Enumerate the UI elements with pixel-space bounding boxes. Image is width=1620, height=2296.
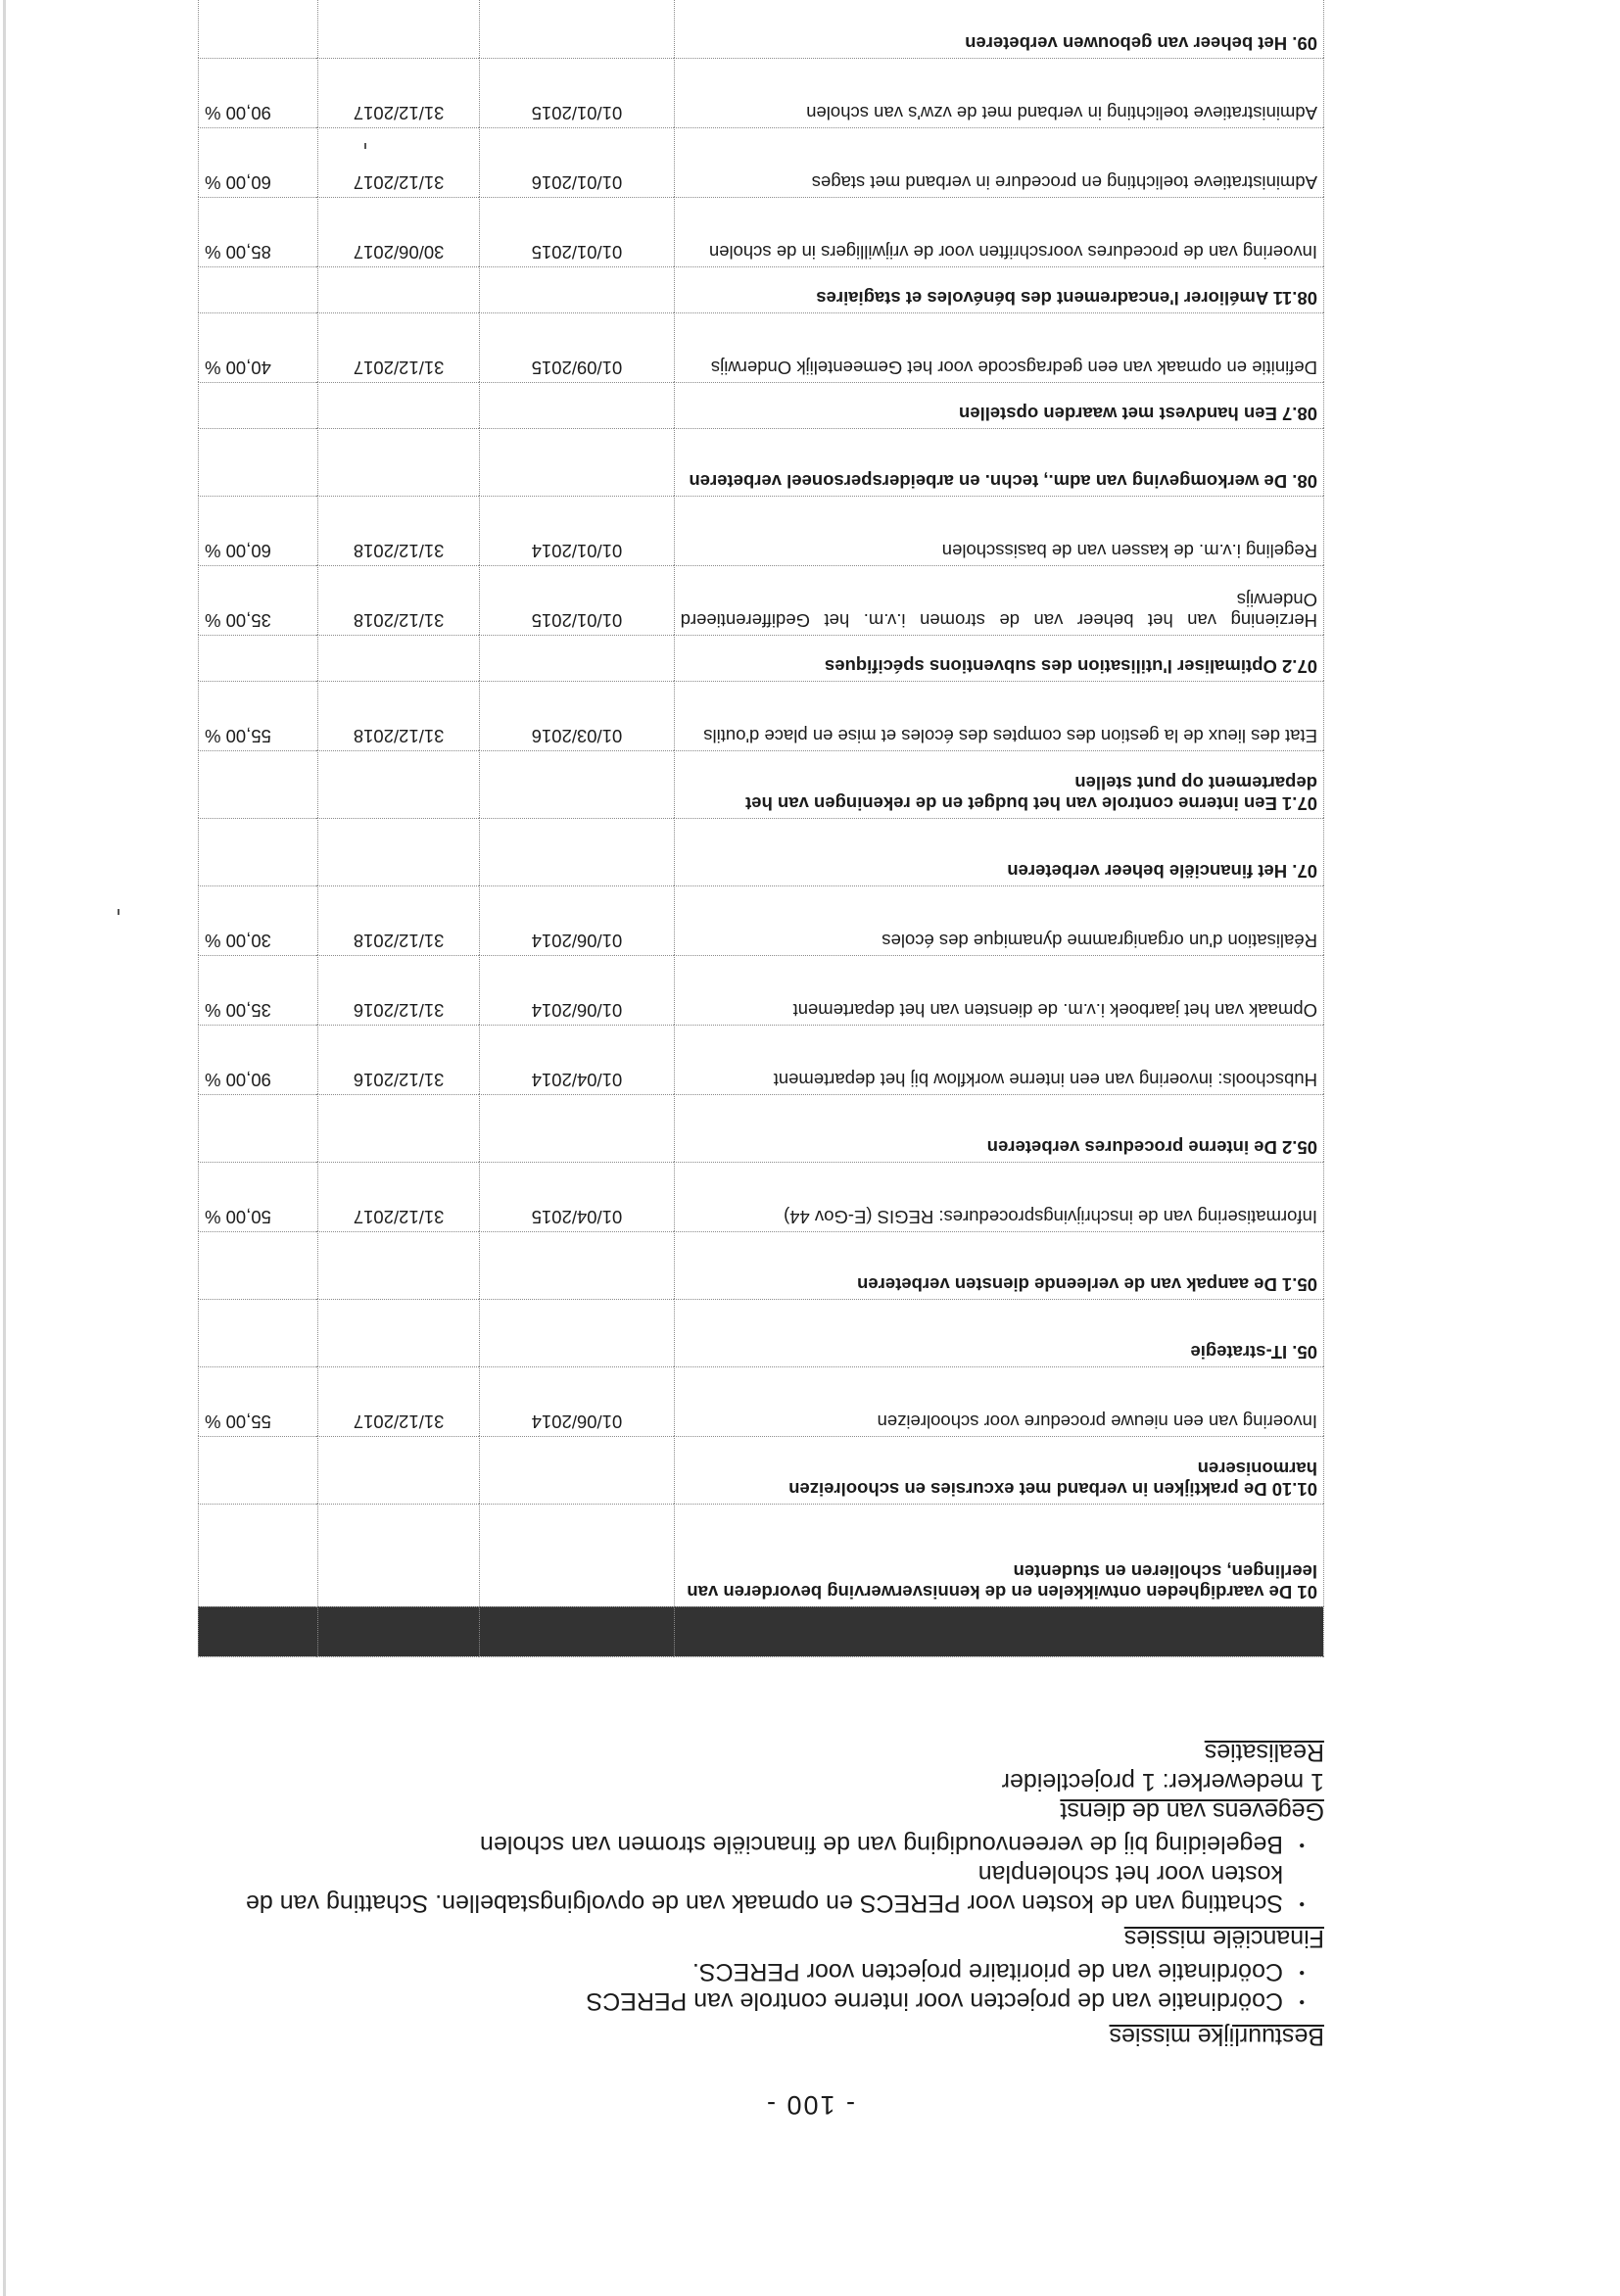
table-header-row — [199, 1607, 1324, 1657]
table-row — [199, 751, 1324, 819]
table-header-cell — [199, 1607, 318, 1657]
intro-section — [198, 1738, 1324, 2051]
start-date — [480, 267, 674, 313]
row-label: 07.2 Optimaliser l'utilisation des subventions spécifiques — [674, 636, 1323, 682]
end-date: 31/12/2017 — [317, 1163, 479, 1232]
table-row — [199, 682, 1324, 751]
end-date — [317, 429, 479, 497]
end-date: 31/12/2017 — [317, 313, 479, 383]
start-date — [480, 819, 674, 886]
list-item: • Schatting van de kosten voor PERECS en opmaak van de opvolgingstabellen. Schatting van de kosten voor het scholenplan — [198, 1859, 1283, 1918]
start-date: 01/09/2015 — [480, 313, 674, 383]
table-row — [199, 1232, 1324, 1300]
start-date — [480, 1300, 674, 1367]
progress-percentage: 60,00 % — [199, 497, 318, 566]
end-date: 31/12/2018 — [317, 682, 479, 751]
table-row — [199, 497, 1324, 566]
list-item: • Coördinatie van de prioritaire projecten voor PERECS. — [198, 1957, 1283, 1986]
financiele-missies-list — [198, 1830, 1324, 1918]
progress-percentage — [199, 1505, 318, 1607]
heading-bestuurlijke-missies: Bestuurlijke missies — [1109, 2023, 1324, 2050]
table-row — [199, 267, 1324, 313]
table-header-cell — [317, 1607, 479, 1657]
progress-percentage: 55,00 % — [199, 682, 318, 751]
table-row — [199, 1505, 1324, 1607]
end-date: 31/12/2016 — [317, 956, 479, 1026]
row-label: Herziening van het beheer van de stromen i.v.m. het Gedifferentieerd Onderwijs — [674, 566, 1323, 636]
row-label: 05.2 De interne procedures verbeteren — [674, 1095, 1323, 1163]
table-row — [199, 59, 1324, 128]
row-label: Administratieve toelichting en procedure in verband met stages — [674, 128, 1323, 198]
table-row — [199, 956, 1324, 1026]
row-label: Administratieve toelichting in verband met de vzw's van scholen — [674, 59, 1323, 128]
start-date — [480, 636, 674, 682]
realisations-table — [198, 0, 1324, 1657]
start-date: 01/06/2014 — [480, 1367, 674, 1437]
end-date — [317, 819, 479, 886]
start-date — [480, 1095, 674, 1163]
progress-percentage — [199, 819, 318, 886]
start-date: 01/01/2016 — [480, 128, 674, 198]
start-date — [480, 1437, 674, 1505]
table-row — [199, 128, 1324, 198]
row-label: 08.11 Améliorer l'encadrement des bénévoles et stagiaires — [674, 267, 1323, 313]
row-label: 05.1 De aanpak van de verleende diensten verbeteren — [674, 1232, 1323, 1300]
end-date — [317, 267, 479, 313]
start-date — [480, 751, 674, 819]
end-date — [317, 1095, 479, 1163]
end-date — [317, 0, 479, 59]
table-row — [199, 819, 1324, 886]
list-item: • Coördinatie van de projecten voor interne controle van PERECS — [198, 1986, 1283, 2016]
progress-percentage: 90,00 % — [199, 59, 318, 128]
end-date — [317, 383, 479, 429]
start-date — [480, 383, 674, 429]
progress-percentage — [199, 751, 318, 819]
row-label: Regeling i.v.m. de kassen van de basisscholen — [674, 497, 1323, 566]
progress-percentage — [199, 267, 318, 313]
table-body — [199, 0, 1324, 1607]
progress-percentage — [199, 1437, 318, 1505]
bestuurlijke-missies-list — [198, 1957, 1324, 2016]
end-date: 31/12/2018 — [317, 886, 479, 956]
table-row — [199, 198, 1324, 267]
start-date: 01/03/2016 — [480, 682, 674, 751]
row-label: Invoering van de procedures voorschriften voor de vrijwilligers in de scholen — [674, 198, 1323, 267]
progress-percentage: 40,00 % — [199, 313, 318, 383]
start-date: 01/04/2015 — [480, 1163, 674, 1232]
start-date — [480, 1232, 674, 1300]
row-label: 09. Het beheer van gebouwen verbeteren — [674, 0, 1323, 59]
table-row — [199, 1163, 1324, 1232]
row-label: Réalisation d'un organigramme dynamique des écoles — [674, 886, 1323, 956]
end-date: 31/12/2016 — [317, 1026, 479, 1095]
list-item: • Begeleiding bij de vereenvoudiging van de financiële stromen van scholen — [198, 1830, 1283, 1859]
table-row — [199, 636, 1324, 682]
end-date — [317, 636, 479, 682]
progress-percentage: 85,00 % — [199, 198, 318, 267]
table-row — [199, 383, 1324, 429]
progress-percentage — [199, 0, 318, 59]
start-date: 01/01/2015 — [480, 566, 674, 636]
start-date: 01/01/2015 — [480, 198, 674, 267]
end-date: 31/12/2017 — [317, 128, 479, 198]
table-row — [199, 429, 1324, 497]
row-label: Informatisering van de inschrijvingsprocedures: REGIS (E-Gov 44) — [674, 1163, 1323, 1232]
progress-percentage — [199, 1232, 318, 1300]
table-row — [199, 566, 1324, 636]
progress-percentage — [199, 383, 318, 429]
start-date — [480, 429, 674, 497]
end-date: 31/12/2017 — [317, 1367, 479, 1437]
row-label: 08.7 Een handvest met waarden opstellen — [674, 383, 1323, 429]
end-date — [317, 1232, 479, 1300]
start-date: 01/06/2014 — [480, 886, 674, 956]
end-date: 31/12/2018 — [317, 566, 479, 636]
start-date — [480, 1505, 674, 1607]
row-label: Invoering van een nieuwe procedure voor schoolreizen — [674, 1367, 1323, 1437]
table-row — [199, 1026, 1324, 1095]
progress-percentage: 35,00 % — [199, 566, 318, 636]
heading-financiele-missies: Financiële missies — [1123, 1925, 1324, 1952]
row-label: 07. Het financiële beheer verbeteren — [674, 819, 1323, 886]
progress-percentage: 55,00 % — [199, 1367, 318, 1437]
table-header-cell — [480, 1607, 674, 1657]
table-row — [199, 1300, 1324, 1367]
table-row — [199, 313, 1324, 383]
end-date: 31/12/2018 — [317, 497, 479, 566]
scan-speck — [118, 909, 119, 915]
progress-percentage: 50,00 % — [199, 1163, 318, 1232]
row-label: Definitie en opmaak van een gedragscode voor het Gemeentelijk Onderwijs — [674, 313, 1323, 383]
table-row — [199, 1367, 1324, 1437]
start-date — [480, 0, 674, 59]
progress-percentage: 35,00 % — [199, 956, 318, 1026]
end-date: 31/12/2017 — [317, 59, 479, 128]
table-row — [199, 1437, 1324, 1505]
start-date: 01/06/2014 — [480, 956, 674, 1026]
scan-speck — [364, 143, 366, 149]
start-date: 01/04/2014 — [480, 1026, 674, 1095]
heading-gegevens-dienst: Gegevens van de dienst — [1060, 1797, 1324, 1825]
table-header-cell — [674, 1607, 1323, 1657]
progress-percentage: 30,00 % — [199, 886, 318, 956]
row-label: Opmaak van het jaarboek i.v.m. de diensten van het departement — [674, 956, 1323, 1026]
end-date — [317, 1437, 479, 1505]
end-date — [317, 1300, 479, 1367]
progress-percentage — [199, 429, 318, 497]
start-date: 01/01/2014 — [480, 497, 674, 566]
service-line: 1 medewerker: 1 projectleider — [1001, 1768, 1324, 1795]
row-label: 07.1 Een interne controle van het budget en de rekeningen van het departement op punt stellen — [674, 751, 1323, 819]
scan-edge — [3, 0, 6, 2296]
table-row — [199, 0, 1324, 59]
end-date — [317, 1505, 479, 1607]
progress-percentage — [199, 636, 318, 682]
table-row — [199, 1095, 1324, 1163]
progress-percentage: 90,00 % — [199, 1026, 318, 1095]
heading-realisaties: Realisaties — [1204, 1739, 1324, 1766]
row-label: 05. IT-strategie — [674, 1300, 1323, 1367]
row-label: Hubschools: invoering van een interne workflow bij het departement — [674, 1026, 1323, 1095]
end-date: 30/06/2017 — [317, 198, 479, 267]
row-label: 01 De vaardigheden ontwikkelen en de kennisverwerving bevorderen van leerlingen, scholieren en studenten — [674, 1505, 1323, 1607]
start-date: 01/01/2015 — [480, 59, 674, 128]
row-label: 01.10 De praktijken in verband met excursies en schoolreizen harmoniseren — [674, 1437, 1323, 1505]
row-label: Etat des lieux de la gestion des comptes des écoles et mise en place d'outils — [674, 682, 1323, 751]
page-number: - 100 - — [764, 2090, 856, 2120]
table-row — [199, 886, 1324, 956]
end-date — [317, 751, 479, 819]
progress-percentage: 60,00 % — [199, 128, 318, 198]
progress-percentage — [199, 1095, 318, 1163]
progress-percentage — [199, 1300, 318, 1367]
row-label: 08. De werkomgeving van adm., techn. en arbeiderspersoneel verbeteren — [674, 429, 1323, 497]
